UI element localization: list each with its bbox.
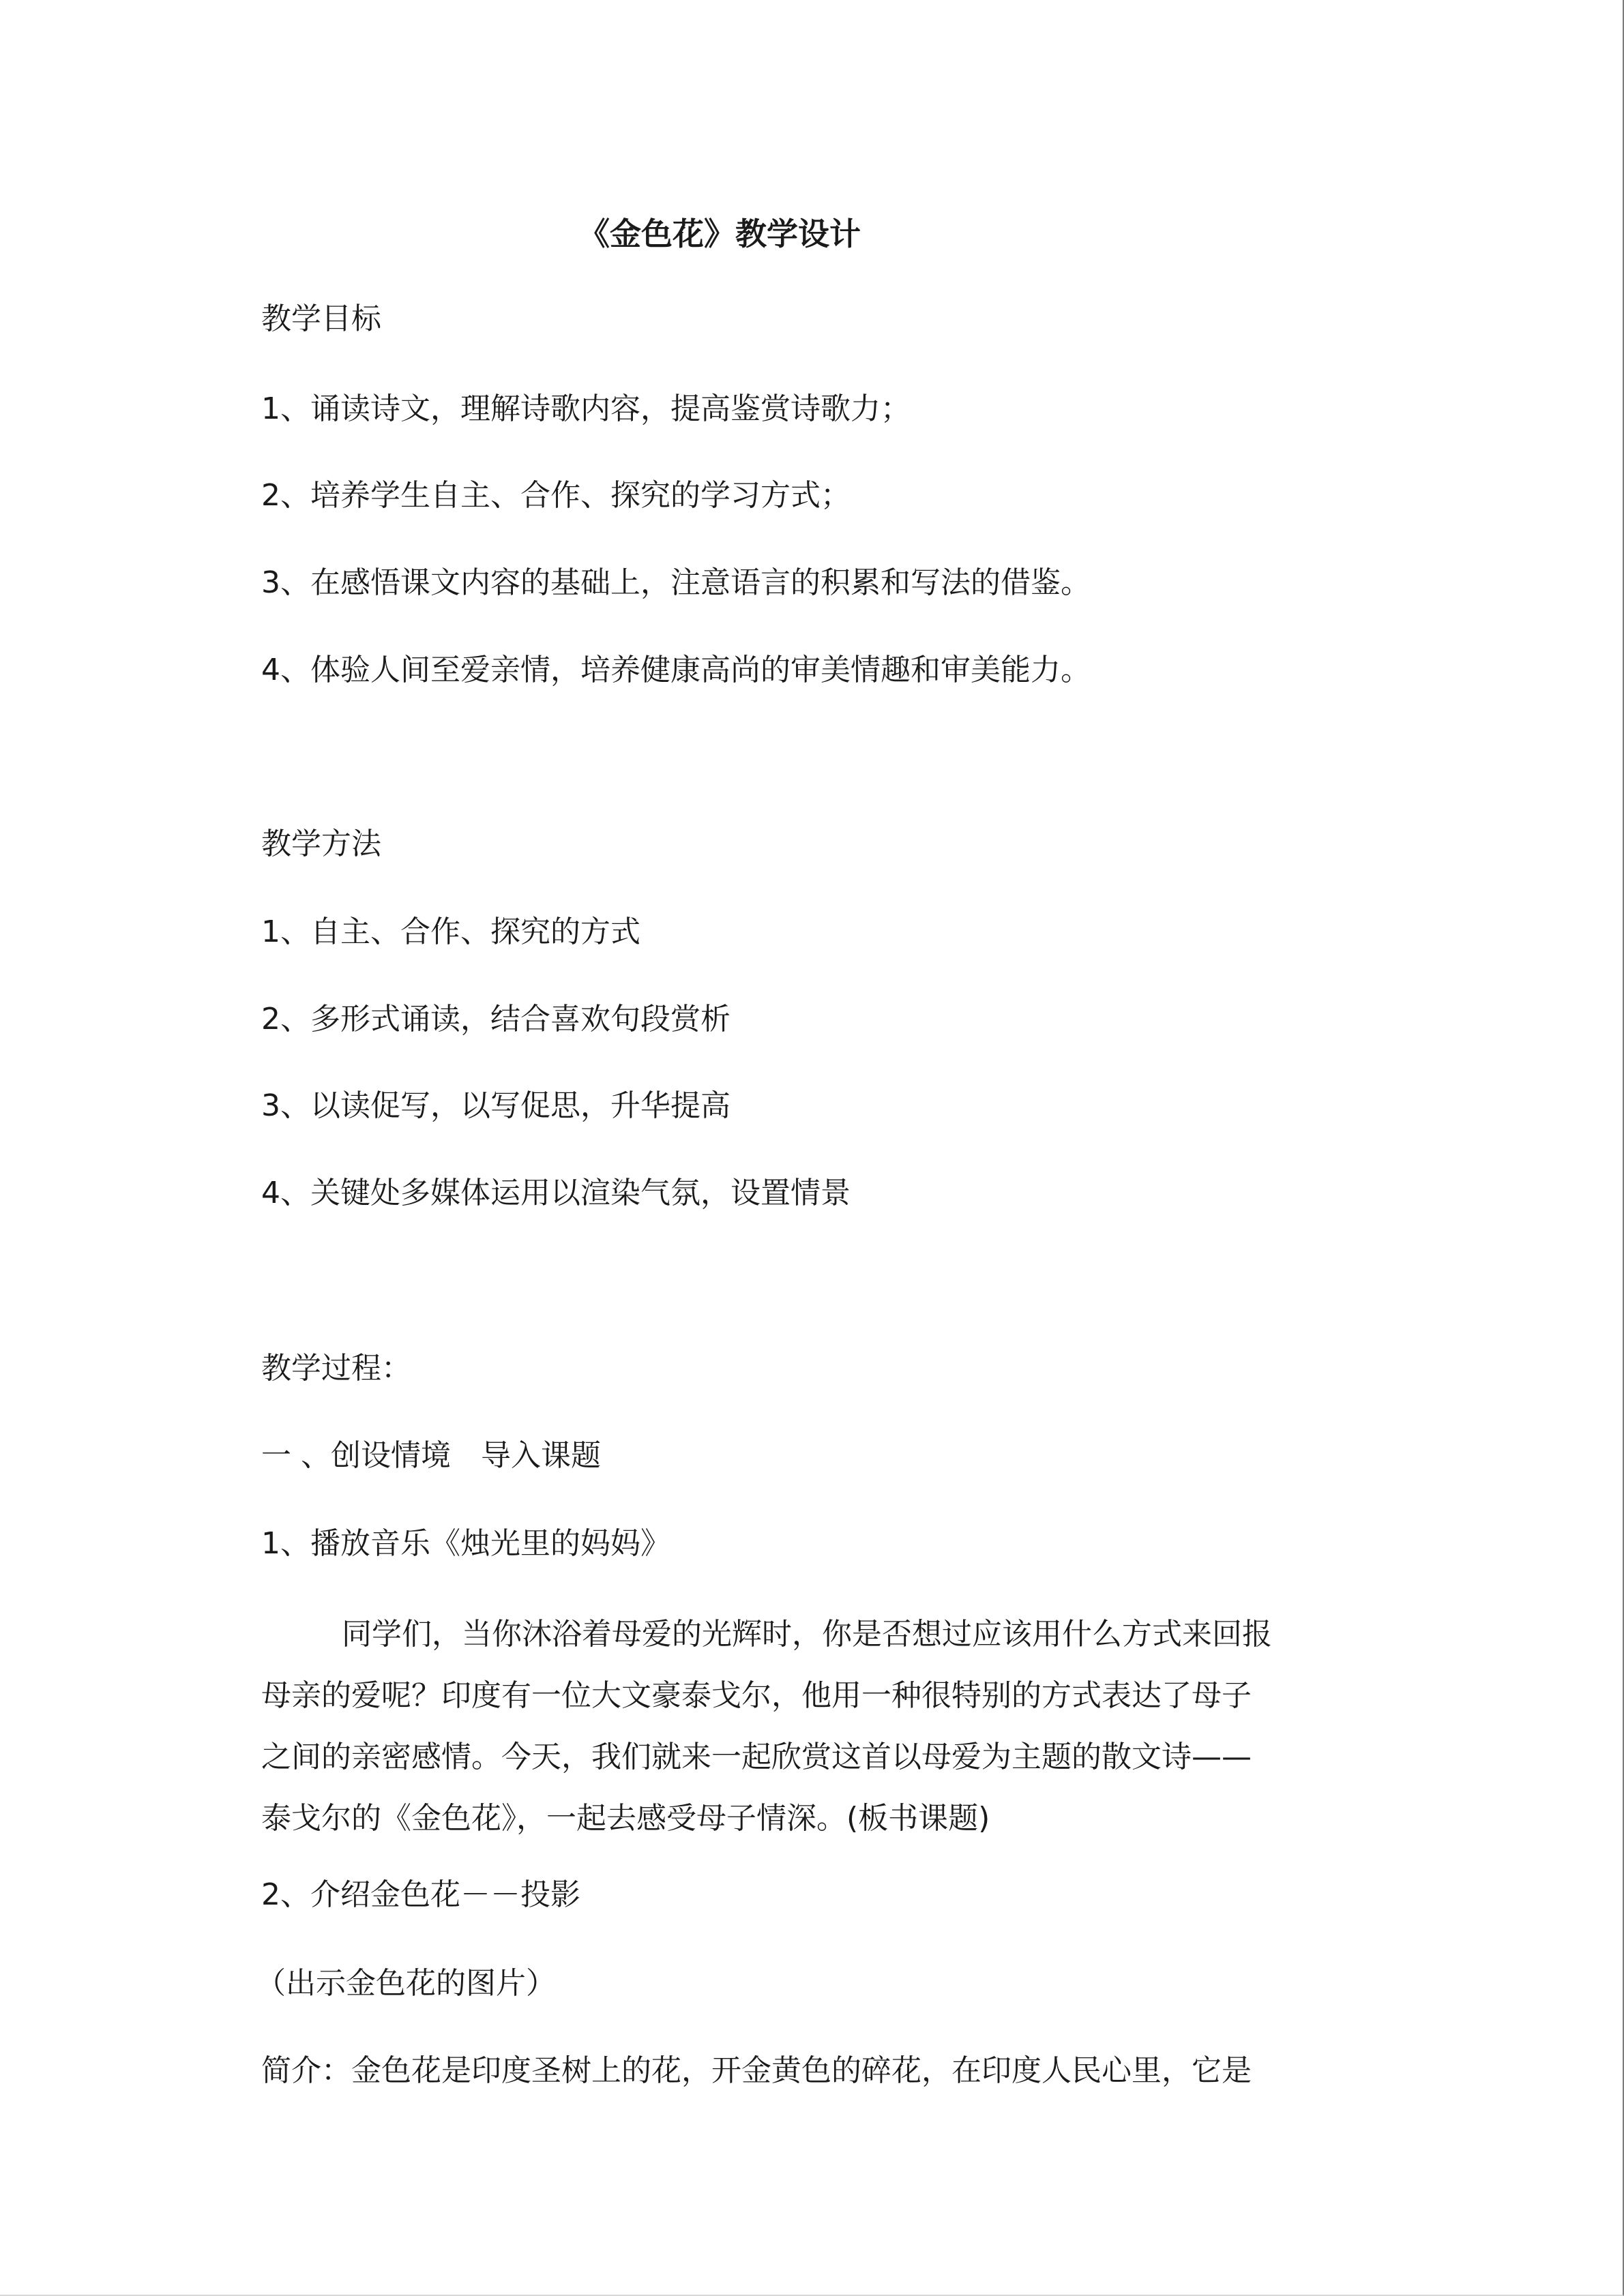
intro-paragraph — [261, 1604, 1380, 1849]
goal-item: 1、诵读诗文，理解诗歌内容，提高鉴赏诗歌力； — [261, 391, 911, 426]
picture-note: （出示金色花的图片） — [256, 1966, 556, 2001]
section-heading: 一 、创设情境 导入课题 — [261, 1438, 601, 1473]
methods-heading: 教学方法 — [261, 826, 381, 861]
paragraph-line: 同学们，当你沐浴着母爱的光辉时，你是否想过应该用什么方式来回报 — [342, 1617, 1272, 1652]
method-item: 1、自主、合作、探究的方式 — [261, 914, 640, 949]
goal-item: 3、在感悟课文内容的基础上，注意语言的积累和写法的借鉴。 — [261, 565, 1091, 600]
method-item: 2、多形式诵读，结合喜欢句段赏析 — [261, 1002, 730, 1037]
paragraph-line: 泰戈尔的《金色花》，一起去感受母子情深。(板书课题) — [261, 1801, 990, 1836]
goal-item: 2、培养学生自主、合作、探究的学习方式； — [261, 478, 851, 513]
paragraph-line: 之间的亲密感情。今天，我们就来一起欣赏这首以母爱为主题的散文诗—— — [261, 1740, 1252, 1774]
step-item: 1、播放音乐《烛光里的妈妈》 — [261, 1526, 670, 1561]
process-heading: 教学过程： — [261, 1351, 411, 1386]
intro-text: 简介：金色花是印度圣树上的花，开金黄色的碎花，在印度人民心里，它是 — [261, 2053, 1252, 2088]
paragraph-line: 母亲的爱呢？印度有一位大文豪泰戈尔，他用一种很特别的方式表达了母子 — [261, 1678, 1252, 1713]
method-item: 3、以读促写，以写促思，升华提高 — [261, 1088, 730, 1123]
method-item: 4、关键处多媒体运用以渲染气氛，设置情景 — [261, 1176, 851, 1210]
goal-item: 4、体验人间至爱亲情，培养健康高尚的审美情趣和审美能力。 — [261, 653, 1091, 687]
step-item: 2、介绍金色花－－投影 — [261, 1877, 580, 1912]
goals-heading: 教学目标 — [261, 301, 381, 336]
document-title: 《金色花》教学设计 — [578, 215, 861, 252]
